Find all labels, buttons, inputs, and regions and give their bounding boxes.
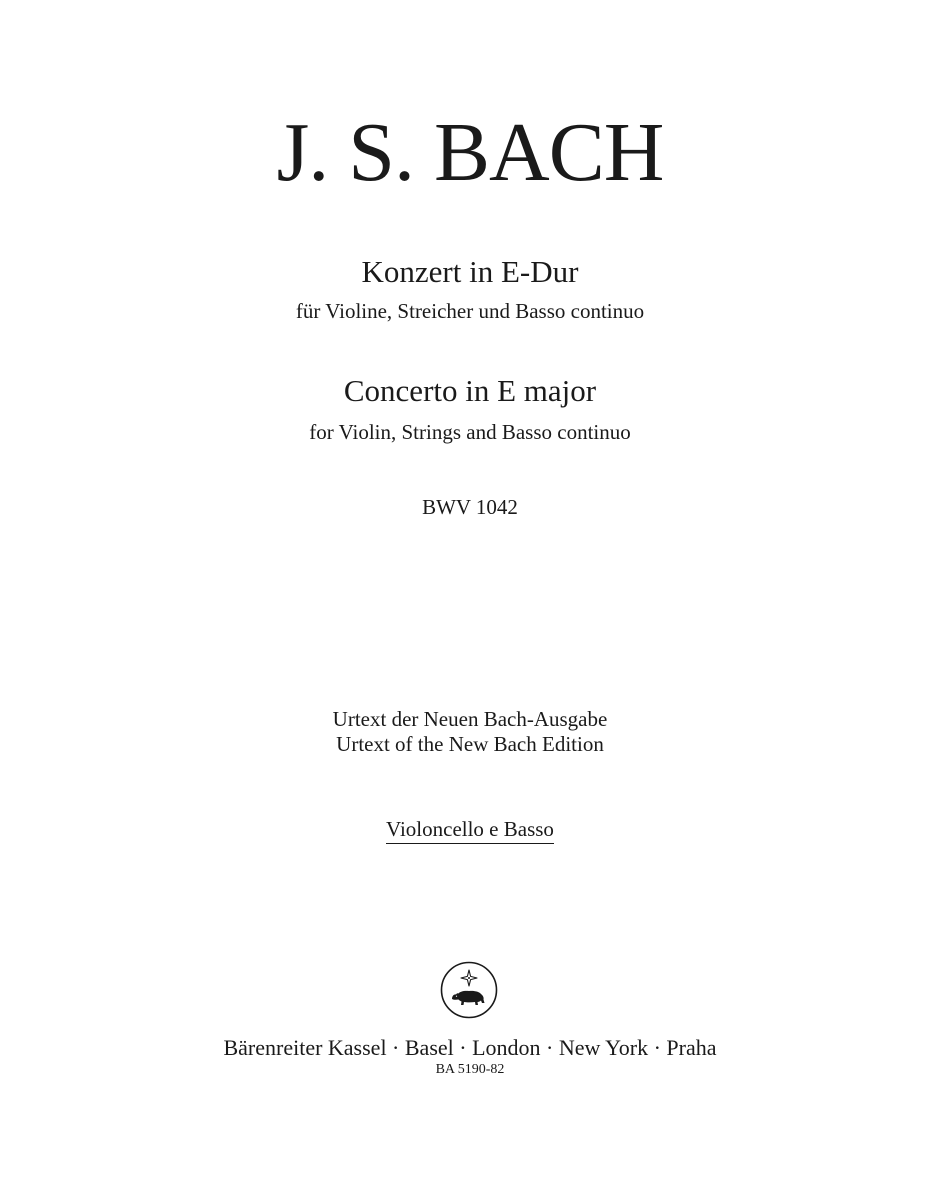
- composer-name: J. S. BACH: [276, 106, 664, 199]
- baerenreiter-bear-logo-icon: [440, 961, 498, 1019]
- urtext-german: Urtext der Neuen Bach-Ausgabe: [332, 707, 608, 731]
- part-label-container: [0, 816, 940, 844]
- part-label: Violoncello e Basso: [386, 816, 554, 844]
- urtext-english: Urtext of the New Bach Edition: [336, 732, 604, 756]
- subtitle-english: for Violin, Strings and Basso continuo: [309, 420, 631, 444]
- subtitle-german: für Violine, Streicher und Basso continuo: [295, 299, 645, 323]
- bwv-number: BWV 1042: [422, 495, 518, 519]
- publisher-imprint: Bärenreiter Kassel · Basel · London · New York · Praha: [223, 1035, 717, 1060]
- order-number: BA 5190-82: [435, 1062, 505, 1077]
- title-german: Konzert in E-Dur: [361, 254, 579, 289]
- title-english: Concerto in E major: [343, 373, 597, 408]
